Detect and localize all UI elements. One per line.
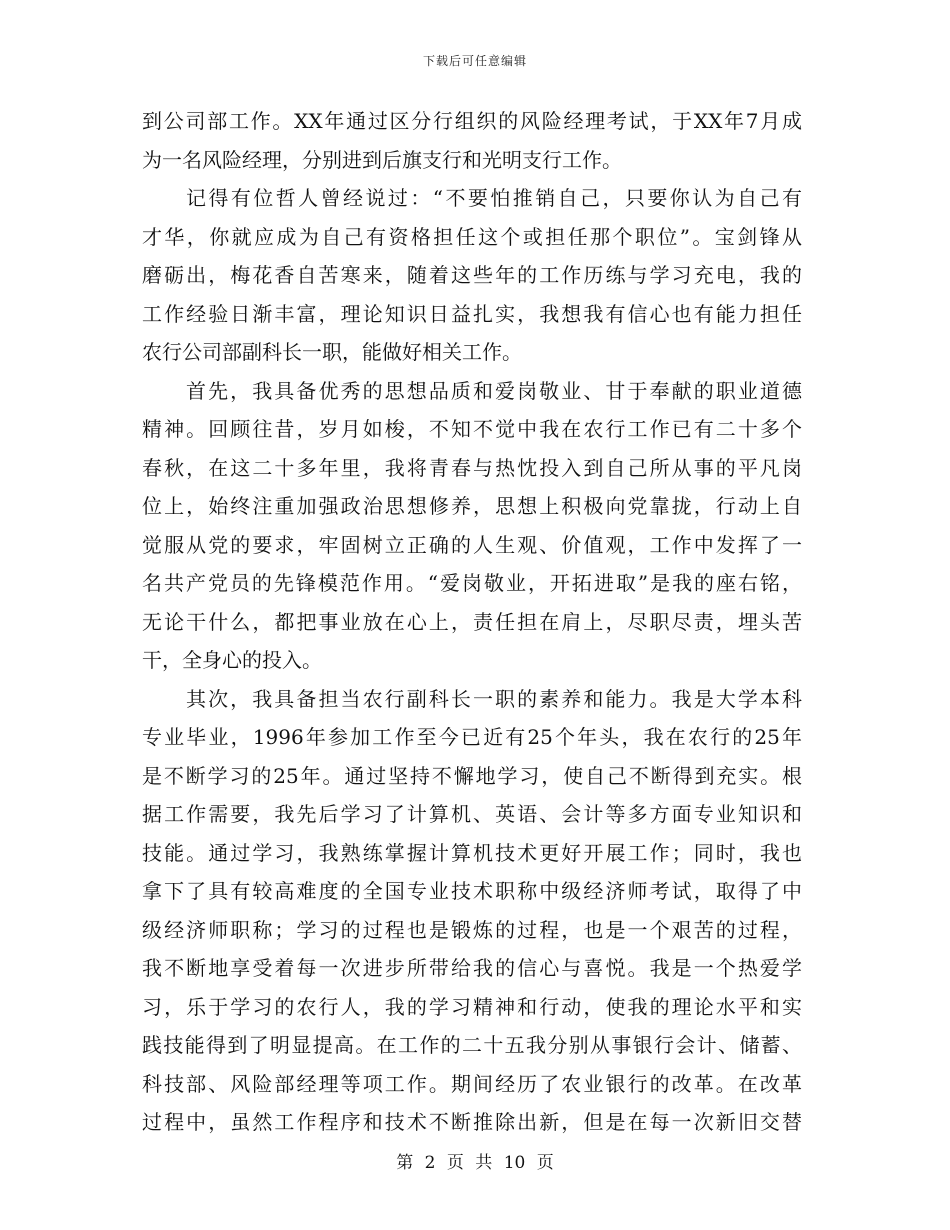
text-line: 干，全身心的投入。 xyxy=(142,648,322,672)
text-line: 位上，始终注重加强政治思想修养，思想上积极向党靠拢，行动上自 xyxy=(142,494,802,518)
text-line: 精神。回顾往昔，岁月如梭，不知不觉中我在农行工作已有二十多个 xyxy=(142,417,802,441)
text-line: 专业毕业，1996年参加工作至今已近有25个年头，我在农行的25年 xyxy=(142,725,802,749)
text-line: 级经济师职称；学习的过程也是锻炼的过程，也是一个艰苦的过程， xyxy=(142,917,802,942)
text-line: 为一名风险经理，分别进到后旗支行和光明支行工作。 xyxy=(142,147,622,172)
text-line: 习，乐于学习的农行人，我的学习精神和行动，使我的理论水平和实 xyxy=(142,994,802,1019)
page-header-note: 下载后可任意编辑 xyxy=(422,54,527,68)
text-line: 工作经验日渐丰富，理论知识日益扎实，我想我有信心也有能力担任 xyxy=(142,301,802,326)
text-line: 春秋，在这二十多年里，我将青春与热忱投入到自己所从事的平凡岗 xyxy=(142,455,802,480)
text-line: 其次，我具备担当农行副科长一职的素养和能力。我是大学本科 xyxy=(186,686,802,711)
text-line: 过程中，虽然工作程序和技术不断推除出新，但是在每一次新旧交替 xyxy=(142,1110,802,1134)
text-line: 才华，你就应成为自己有资格担任这个或担任那个职位”。宝剑锋从 xyxy=(142,224,802,249)
text-line: 磨砺出，梅花香自苦寒来，随着这些年的工作历练与学习充电，我的 xyxy=(142,263,802,287)
text-line: 记得有位哲人曾经说过：“不要怕推销自己，只要你认为自己有 xyxy=(186,186,802,210)
text-line: 觉服从党的要求，牢固树立正确的人生观、价值观，工作中发挥了一 xyxy=(142,532,802,557)
page-number-footer: 第 2 页 共 10 页 xyxy=(396,1153,554,1173)
text-line: 据工作需要，我先后学习了计算机、英语、会计等多方面专业知识和 xyxy=(142,802,802,826)
text-line: 名共产党员的先锋模范作用。“爱岗敬业，开拓进取”是我的座右铭， xyxy=(142,571,802,595)
text-line: 我不断地享受着每一次进步所带给我的信心与喜悦。我是一个热爱学 xyxy=(142,956,802,980)
text-line: 是不断学习的25年。通过坚持不懈地学习，使自己不断得到充实。根 xyxy=(142,763,802,788)
text-line: 拿下了具有较高难度的全国专业技术职称中级经济师考试，取得了中 xyxy=(142,879,802,903)
text-line: 科技部、风险部经理等项工作。期间经历了农业银行的改革。在改革 xyxy=(142,1071,802,1096)
text-line: 践技能得到了明显提高。在工作的二十五我分别从事银行会计、储蓄、 xyxy=(142,1033,802,1057)
text-line: 无论干什么，都把事业放在心上，责任担在肩上，尽职尽责，埋头苦 xyxy=(142,609,802,634)
text-line: 技能。通过学习，我熟练掌握计算机技术更好开展工作；同时，我也 xyxy=(142,840,802,865)
text-line: 农行公司部副科长一职，能做好相关工作。 xyxy=(142,340,522,364)
text-line: 到公司部工作。XX年通过区分行组织的风险经理考试，于XX年7月成 xyxy=(142,109,802,133)
text-line: 首先，我具备优秀的思想品质和爱岗敬业、甘于奉献的职业道德 xyxy=(186,378,802,403)
document-body xyxy=(142,102,802,1142)
